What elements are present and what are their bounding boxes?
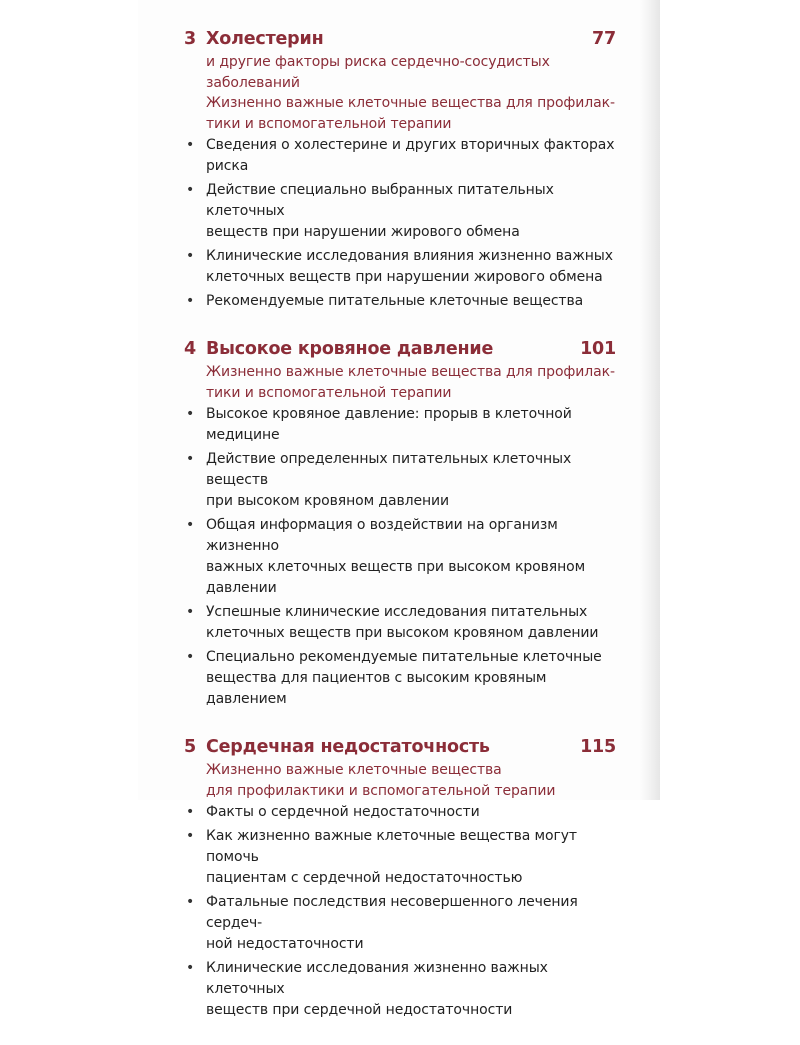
list-item: [184, 180, 616, 243]
list-item: [184, 826, 616, 889]
item-line: ной недостаточности: [206, 936, 364, 952]
bullet-icon: •: [186, 649, 195, 665]
bullet-icon: •: [186, 248, 195, 264]
bullet-icon: •: [186, 406, 195, 422]
chapter-number: 3: [184, 29, 196, 49]
chapter-title: Холестерин: [206, 29, 324, 49]
item-line: клеточных веществ при высоком кровяном давлении: [206, 625, 599, 641]
item-line: Рекомендуемые питательные клеточные вещества: [206, 293, 584, 309]
item-line: Специально рекомендуемые питательные клеточные: [206, 649, 602, 665]
bullet-icon: •: [186, 137, 195, 153]
list-item: [184, 958, 616, 1021]
item-line: Успешные клинические исследования питательных: [206, 604, 588, 620]
chapter-heading: [184, 336, 616, 362]
subtitle-line: Жизненно важные клеточные вещества: [206, 762, 502, 778]
bullet-icon: •: [186, 517, 195, 533]
item-line: Высокое кровяное давление: прорыв в клеточной медицине: [206, 406, 572, 443]
subtitle-line: и другие факторы риска сердечно-сосудистых заболеваний: [206, 54, 550, 91]
chapter-3: [184, 26, 616, 312]
bullet-icon: •: [186, 828, 195, 844]
list-item: [184, 602, 616, 644]
item-line: Фатальные последствия несовершенного лечения сердеч-: [206, 894, 578, 931]
topic-list: [184, 802, 616, 1021]
bullet-icon: •: [186, 451, 195, 467]
item-line: вещества для пациентов с высоким кровяным давлением: [206, 670, 547, 707]
table-of-contents: [184, 26, 616, 1045]
bullet-icon: •: [186, 894, 195, 910]
topic-list: [184, 135, 616, 312]
topic-list: [184, 404, 616, 710]
list-item: [184, 802, 616, 823]
item-line: пациентам с сердечной недостаточностью: [206, 870, 523, 886]
chapter-title: Сердечная недостаточность: [206, 737, 490, 757]
item-line: при высоком кровяном давлении: [206, 493, 450, 509]
list-item: [184, 892, 616, 955]
list-item: [184, 291, 616, 312]
chapter-title: Высокое кровяное давление: [206, 339, 494, 359]
item-line: веществ при нарушении жирового обмена: [206, 224, 520, 240]
list-item: [184, 404, 616, 446]
item-line: важных клеточных веществ при высоком кровяном давлении: [206, 559, 586, 596]
chapter-5: [184, 734, 616, 1021]
bullet-icon: •: [186, 804, 195, 820]
list-item: [184, 647, 616, 710]
subtitle-line: Жизненно важные клеточные вещества для профилак-: [206, 95, 615, 111]
bullet-icon: •: [186, 604, 195, 620]
subtitle-line: тики и вспомогательной терапии: [206, 384, 452, 401]
list-item: [184, 449, 616, 512]
subtitle-line: Жизненно важные клеточные вещества для профилак-: [206, 364, 615, 380]
item-line: Действие специально выбранных питательных клеточных: [206, 182, 554, 219]
chapter-number: 4: [184, 339, 196, 359]
chapter-subtitle: [206, 760, 616, 801]
item-line: Факты о сердечной недостаточности: [206, 804, 480, 820]
chapter-title-group: [184, 26, 323, 52]
item-line: Как жизненно важные клеточные вещества могут помочь: [206, 828, 577, 865]
subtitle-line: для профилактики и вспомогательной терапии: [206, 782, 556, 799]
bullet-icon: •: [186, 182, 195, 198]
paper-edge-shadow: [640, 0, 660, 800]
chapter-page-number: 77: [592, 29, 616, 49]
subtitle-line: тики и вспомогательной терапии: [206, 115, 452, 132]
chapter-4: [184, 336, 616, 710]
chapter-subtitle: [206, 362, 616, 403]
item-line: Сведения о холестерине и других вторичных факторах риска: [206, 137, 615, 174]
list-item: [184, 135, 616, 177]
chapter-title-group: [184, 734, 490, 760]
chapter-heading: [184, 26, 616, 52]
bullet-icon: •: [186, 960, 195, 976]
chapter-subtitle: [206, 52, 616, 134]
chapter-heading: [184, 734, 616, 760]
item-line: клеточных веществ при нарушении жирового обмена: [206, 269, 603, 285]
chapter-page-number: 101: [580, 339, 616, 359]
chapter-page-number: 115: [580, 737, 616, 757]
list-item: [184, 246, 616, 288]
item-line: Действие определенных питательных клеточных веществ: [206, 451, 572, 488]
chapter-title-group: [184, 336, 493, 362]
chapter-number: 5: [184, 737, 196, 757]
item-line: Клинические исследования влияния жизненно важных: [206, 248, 613, 264]
item-line: Клинические исследования жизненно важных клеточных: [206, 960, 548, 997]
list-item: [184, 515, 616, 599]
item-line: Общая информация о воздействии на организм жизненно: [206, 517, 558, 554]
item-line: веществ при сердечной недостаточности: [206, 1002, 513, 1018]
bullet-icon: •: [186, 293, 195, 309]
